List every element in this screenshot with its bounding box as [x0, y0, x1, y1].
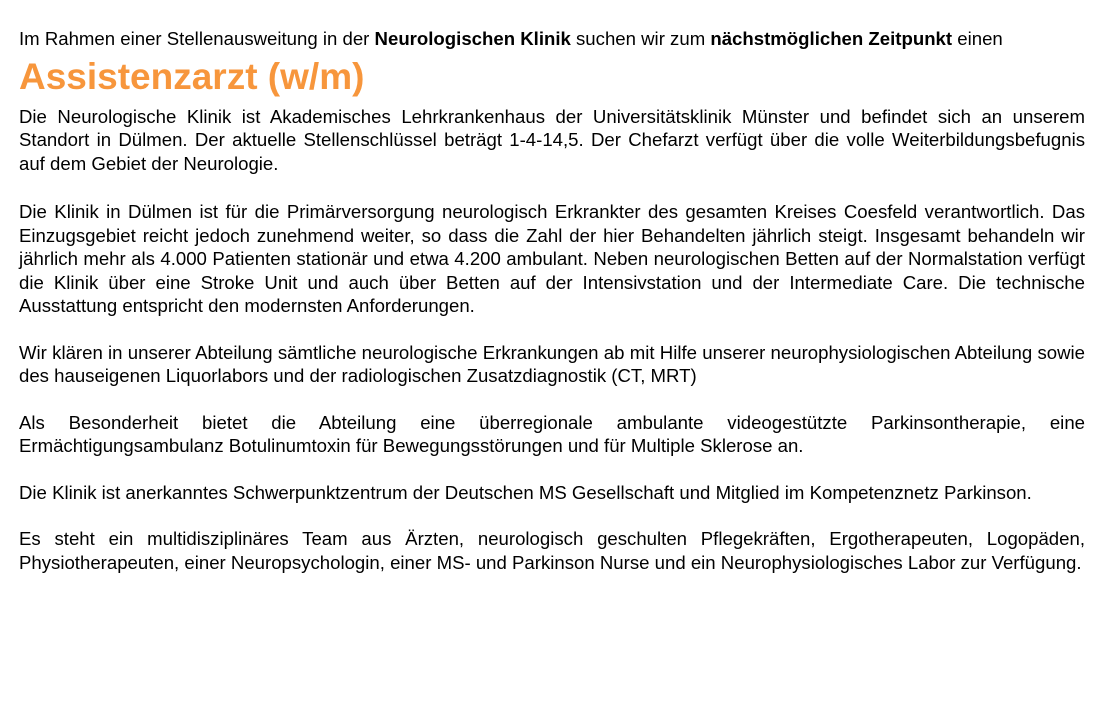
paragraph-clinic-overview: Die Neurologische Klinik ist Akademisches Lehrkrankenhaus der Universitätsklinik Münster und befindet sich an unserem Standort in Dülmen. Der aktuelle Stellenschlüssel beträgt 1-4-14,5. Der Chefarzt verfügt über die volle Weiterbildungsbefugnis auf dem Gebiet der Neurologie.: [19, 105, 1085, 174]
paragraph-certification: Die Klinik ist anerkanntes Schwerpunktzentrum der Deutschen MS Gesellschaft und Mitglied im Kompetenznetz Parkinson.: [19, 481, 1032, 503]
intro-bold-clinic: Neurologischen Klinik: [374, 28, 571, 49]
paragraph-patient-care: Die Klinik in Dülmen ist für die Primärversorgung neurologisch Erkrankter des gesamten Kreises Coesfeld verantwortlich. Das Einzugsgebiet reicht jedoch zunehmend weiter, so dass die Zahl der hier Behandelten jährlich steigt. Insgesamt behandeln wir jährlich mehr als 4.000 Patienten stationär und etwa 4.200 ambulant. Neben neurologischen Betten auf der Normalstation verfügt die Klinik über eine Stroke Unit und auch über Betten auf der Intensivstation und der Intermediate Care. Die technische Ausstattung entspricht den modernsten Anforderungen.: [19, 201, 1085, 316]
intro-sentence: [19, 27, 1085, 51]
intro-text-1: Im Rahmen einer Stellenausweitung in der: [19, 28, 375, 49]
intro-text-2: suchen wir zum: [570, 28, 711, 49]
paragraph-team: Es steht ein multidisziplinäres Team aus Ärzten, neurologisch geschulten Pflegekräften, Ergotherapeuten, Logopäden, Physiotherapeuten, einer Neuropsychologin, einer MS- und Parkinson Nurse und ein Neurophysiologisches Labor zur Verfügung.: [19, 528, 1085, 573]
paragraph-specialties: Als Besonderheit bietet die Abteilung eine überregionale ambulante videogestützte Parkinsontherapie, eine Ermächtigungsambulanz Botulinumtoxin für Bewegungsstörungen und für Multiple Sklerose an.: [19, 411, 1085, 456]
intro-bold-date: nächstmöglichen Zeitpunkt: [710, 28, 953, 49]
intro-text-3: einen: [952, 28, 1003, 49]
paragraph-diagnostics: Wir klären in unserer Abteilung sämtliche neurologische Erkrankungen ab mit Hilfe unserer neurophysiologischen Abteilung sowie des hauseigenen Liquorlabors und der radiologischen Zusatzdiagnostik (CT, MRT): [19, 341, 1085, 386]
job-title: Assistenzarzt (w/m): [19, 55, 365, 97]
